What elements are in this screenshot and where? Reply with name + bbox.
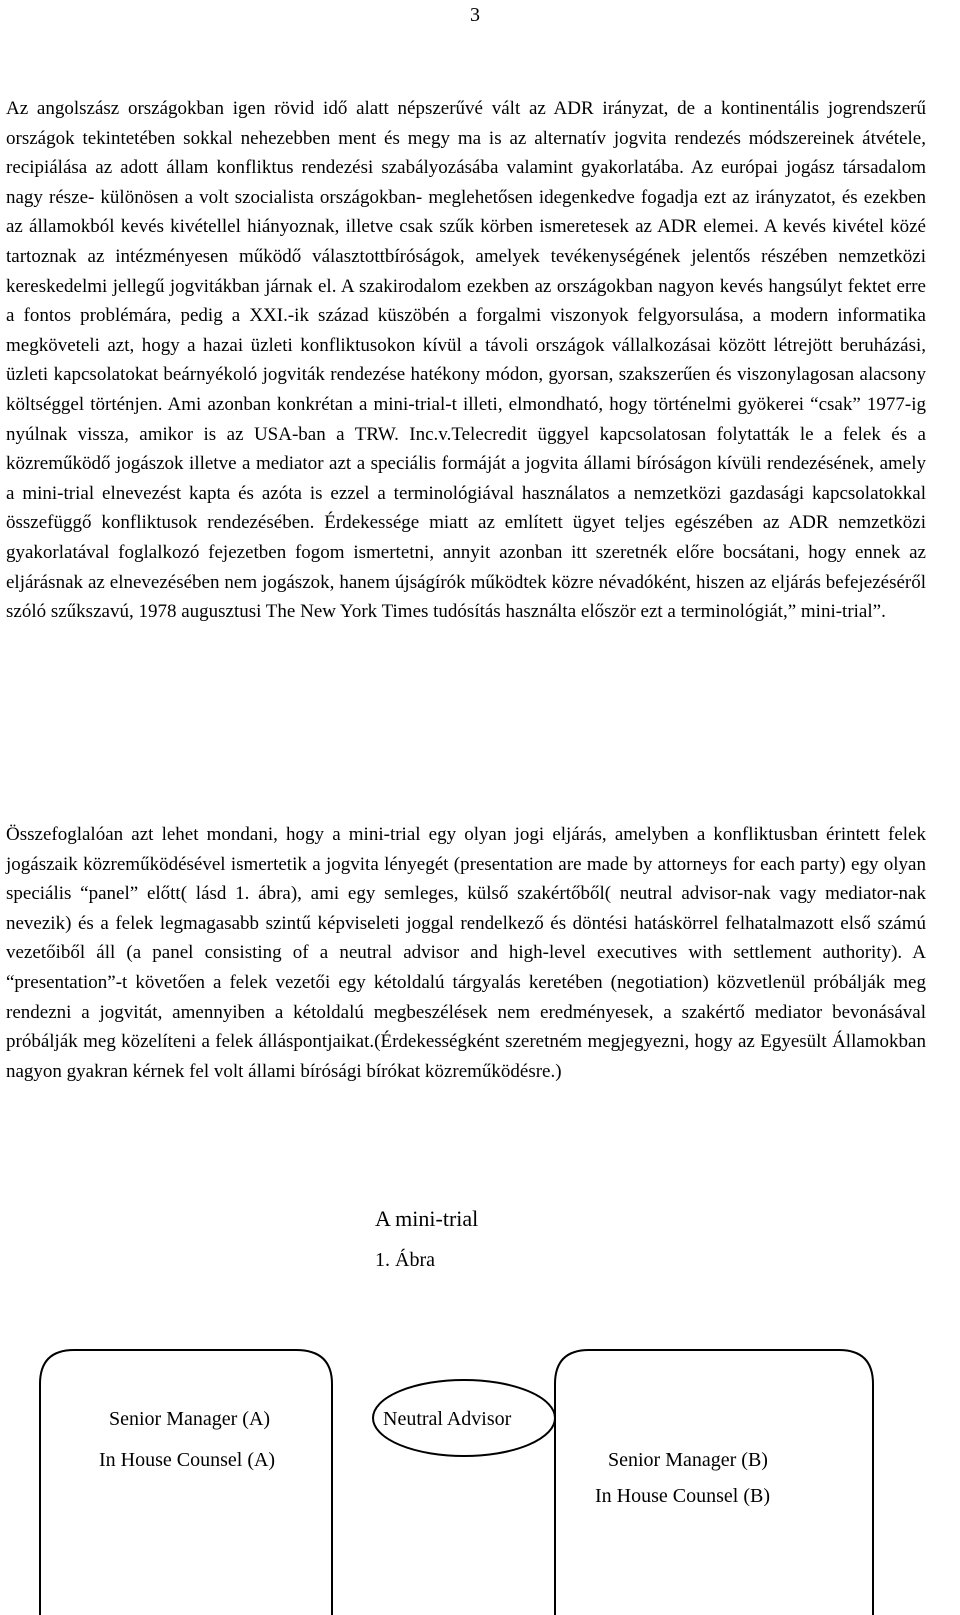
party-b-senior-manager: Senior Manager (B) — [608, 1449, 768, 1471]
figure-title: A mini-trial — [375, 1206, 479, 1231]
party-a-in-house-counsel: In House Counsel (A) — [99, 1449, 276, 1471]
party-b-in-house-counsel: In House Counsel (B) — [595, 1485, 770, 1507]
figure-caption: 1. Ábra — [375, 1249, 435, 1271]
mini-trial-diagram — [0, 1346, 960, 1615]
diagram-shapes — [0, 1346, 960, 1615]
body-paragraph-2: Összefoglalóan azt lehet mondani, hogy a mini-trial egy olyan jogi eljárás, amelyben a konfliktusban érintett felek jogászaik közreműködésével ismertetik a jogvita lényegét (presentation are made by attorneys for each party) egy olyan speciális “panel” előtt( lásd 1. ábra), ami egy semleges, külső szakértőből( neutral advisor-nak vagy mediator-nak nevezik) és a felek legmagasabb szintű képviseleti joggal rendelkező és döntési hatáskörrel felhatalmazott első számú vezetőiből áll (a panel consisting of a neutral advisor and high-level executives with settlement authority). A “presentation”-t követően a felek vezetői egy kétoldalú tárgyalás keretében (negotiation) közvetlenül próbálják meg rendezni a jogvitát, amennyiben a kétoldalú megbeszélések nem eredményesek, a szakértő mediator bevonásával próbálják meg közelíteni a felek álláspontjaikat.(Érdekességként szeretném megjegyezni, hogy az Egyesült Államokban nagyon gyakran kérnek fel volt állami bírósági bírókat közreműködésre.) — [6, 824, 926, 1082]
party-a-box — [40, 1350, 332, 1615]
page-number: 3 — [470, 4, 480, 26]
body-paragraph-1: Az angolszász országokban igen rövid idő alatt népszerűvé vált az ADR irányzat, de a kontinentális jogrendszerű országok tekintetében sokkal nehezebben ment és megy ma is az alternatív jogvita rendezés módszereinek átvétele, recipiálása az adott állam konfliktus rendezési szabályozásába valamint gyakorlatába. Az európai jogász társadalom nagy része- különösen a volt szocialista országokban- meglehetősen idegenkedve fogadja ezt az irányzatot, és ezekben az államokból kevés kivétellel hiányoznak, illetve csak szűk körben ismeretesek az ADR elemei. A kevés kivétel közé tartoznak az intézményesen működő választottbíróságok, amelyek tevékenységének jelentős részében nemzetközi kereskedelmi jellegű jogvitákban járnak el. A szakirodalom ezekben az országokban nagyon kevés hangsúlyt fektet erre a fontos problémára, pedig a XXI.-ik század küszöbén a forgalmi viszonyok felgyorsulása, a modern informatika megköveteli azt, hogy a hazai üzleti konfliktusokon kívül a távoli országok vállalkozásai között létrejött beruházási, üzleti kapcsolatokat beárnyékoló jogviták rendezése hatékony módon, gyorsan, szakszerűen és viszonylagosan alacsony költséggel történjen. Ami azonban konkrétan a mini-trial-t illeti, elmondható, hogy történelmi gyökerei “csak” 1977-ig nyúlnak vissza, amikor is az USA-ban a TRW. Inc.v.Telecredit üggyel kapcsolatosan folytatták le a felek és a közreműködő jogászok illetve a mediator azt a speciális formáját a jogvita állami bíróságon kívüli rendezésének, amely a mini-trial elnevezést kapta és azóta is ezzel a terminológiával használatos a nemzetközi gazdasági kapcsolatokkal összefüggő konfliktusok rendezésében. Érdekessége miatt az említett ügyet teljes egészében az ADR nemzetközi gyakorlatával foglalkozó fejezetben fogom ismertetni, annyit azonban itt szeretnék előre bocsátani, hogy ennek az eljárásnak az elnevezésében nem jogászok, hanem újságírók működtek közre névadóként, hiszen az eljárás befejezéséről szóló szűkszavú, 1978 augusztusi The New York Times tudósítás használta először ezt a terminológiát,” mini-trial”. — [6, 98, 926, 623]
neutral-advisor-label: Neutral Advisor — [383, 1408, 512, 1430]
party-a-senior-manager: Senior Manager (A) — [109, 1408, 271, 1430]
party-b-box — [555, 1350, 873, 1615]
